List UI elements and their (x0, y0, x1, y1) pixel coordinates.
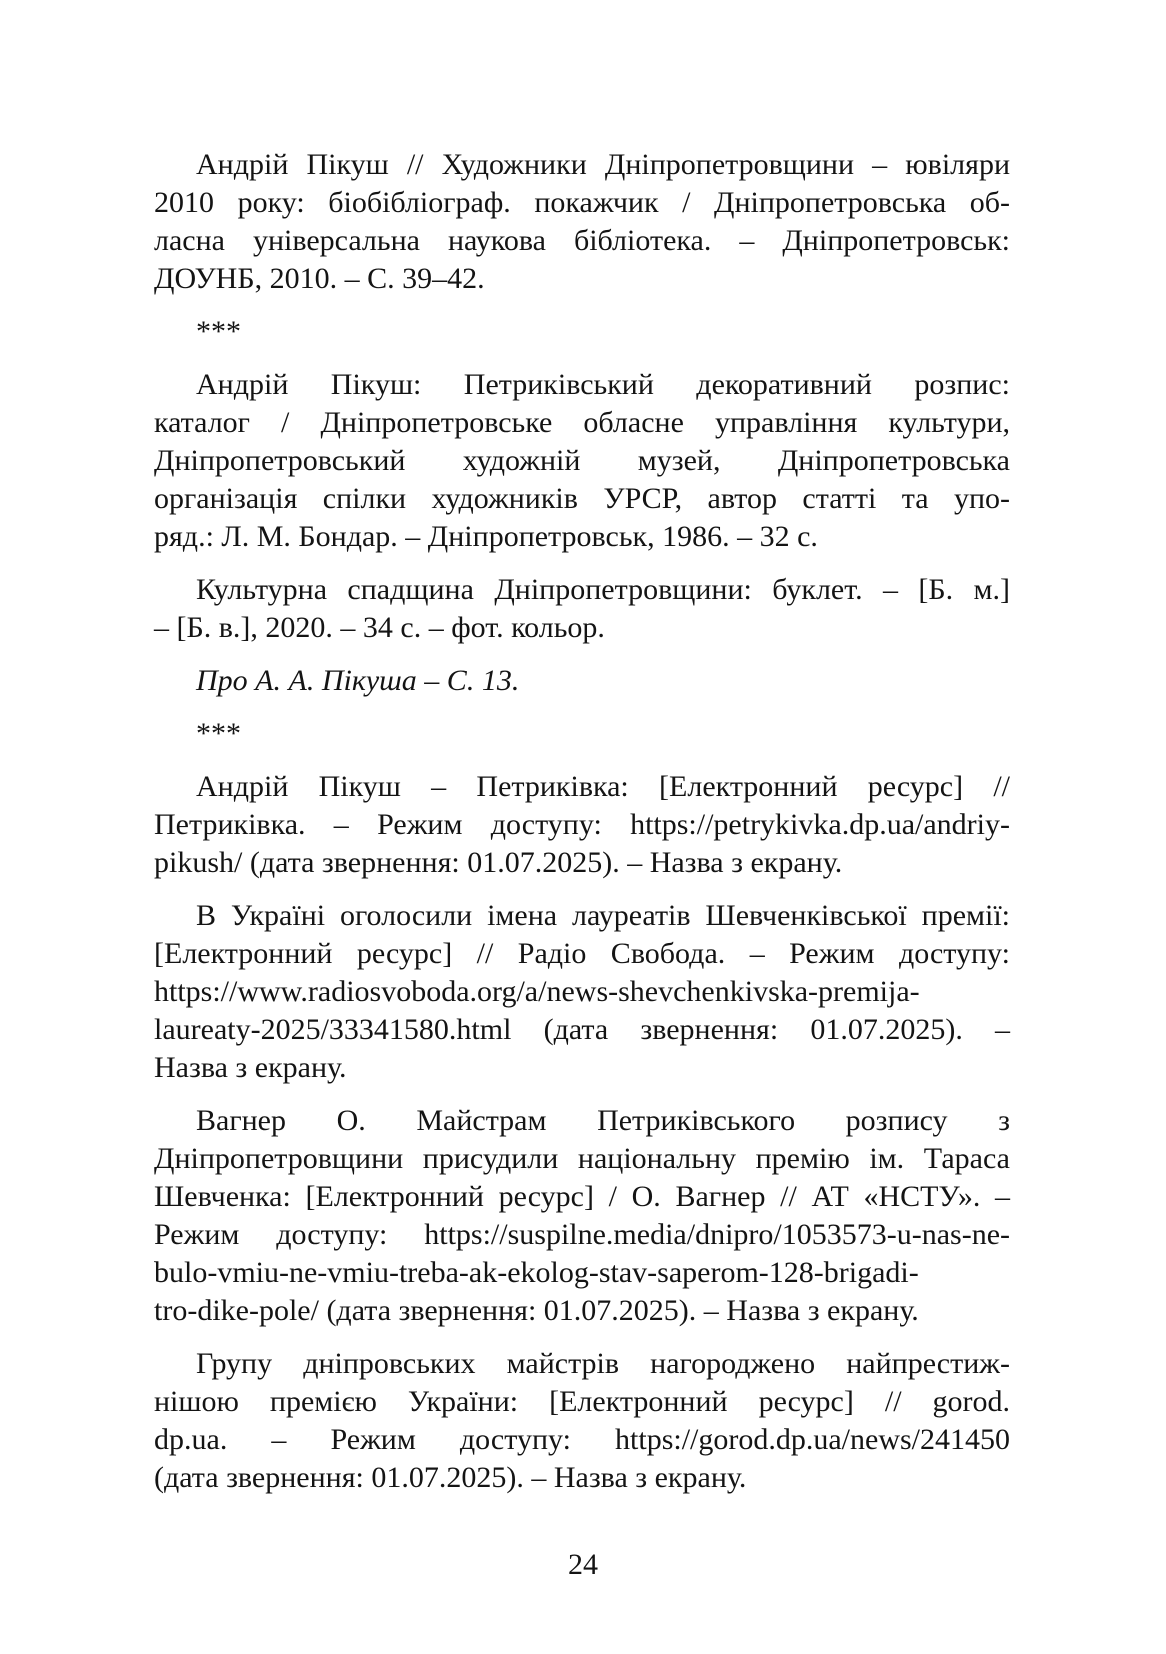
text-line: pikush/ (дата звернення: 01.07.2025). – Назва з екрану. (154, 846, 843, 879)
text-line: ДОУНБ, 2010. – С. 39–42. (154, 262, 485, 295)
text-line: Про А. А. Пікуша – С. 13. (196, 664, 520, 697)
bibliography-entry (154, 146, 1010, 298)
text-line: ряд.: Л. М. Бондар. – Дніпропетровськ, 1986. – 32 с. (154, 520, 818, 553)
text-line: Дніпропетровщини присудили національну премію ім. Тараса (154, 1142, 1010, 1175)
page-number: 24 (568, 1548, 598, 1581)
text-line: В Україні оголосили імена лауреатів Шевченківської премії: (196, 899, 1010, 932)
text-line: laureaty-2025/33341580.html (дата звернення: 01.07.2025). – (154, 1013, 1010, 1046)
text-line: tro-dike-pole/ (дата звернення: 01.07.2025). – Назва з екрану. (154, 1294, 919, 1327)
text-line: Андрій Пікуш // Художники Дніпропетровщини – ювіляри (196, 148, 1010, 181)
about-note (154, 662, 1010, 700)
bibliography-entry (154, 571, 1010, 647)
text-line: Андрій Пікуш: Петриківський декоративний розпис: (196, 368, 1010, 401)
text-line: Петриківка. – Режим доступу: https://petrykivka.dp.ua/andriy- (154, 808, 1010, 841)
text-line: bulo-vmiu-ne-vmiu-treba-ak-ekolog-stav-saperom-128-brigadi- (154, 1256, 919, 1289)
text-line: Культурна спадщина Дніпропетровщини: буклет. – [Б. м.] (196, 573, 1010, 606)
text-line: Андрій Пікуш – Петриківка: [Електронний ресурс] // (196, 770, 1010, 803)
text-line: Назва з екрану. (154, 1051, 347, 1084)
text-line: Шевченка: [Електронний ресурс] / О. Вагнер // АТ «НСТУ». – (154, 1180, 1010, 1213)
text-line: Вагнер О. Майстрам Петриківського розпису з (196, 1104, 1010, 1137)
bibliography-entry (154, 1345, 1010, 1497)
bibliography-entry (154, 897, 1010, 1087)
separator-asterisks: *** (196, 717, 241, 750)
text-line: нішою премією України: [Електронний ресурс] // gorod. (154, 1385, 1010, 1418)
text-line: організація спілки художників УРСР, автор статті та упо- (154, 482, 1010, 515)
bibliography-content (154, 146, 1010, 1497)
section-separator (154, 715, 1010, 753)
bibliography-entry (154, 768, 1010, 882)
text-line: Режим доступу: https://suspilne.media/dnipro/1053573-u-nas-ne- (154, 1218, 1010, 1251)
text-line: 2010 року: біобібліограф. покажчик / Дніпропетровська об- (154, 186, 1010, 219)
text-line: https://www.radiosvoboda.org/a/news-shevchenkivska-premija- (154, 975, 920, 1008)
bibliography-entry (154, 1102, 1010, 1330)
text-line: Дніпропетровський художній музей, Дніпропетровська (154, 444, 1010, 477)
text-line: ласна універсальна наукова бібліотека. – Дніпропетровськ: (154, 224, 1010, 257)
section-separator (154, 313, 1010, 351)
text-line: [Електронний ресурс] // Радіо Свобода. – Режим доступу: (154, 937, 1010, 970)
text-line: dp.ua. – Режим доступу: https://gorod.dp.ua/news/241450 (154, 1423, 1010, 1456)
bibliography-entry (154, 366, 1010, 556)
separator-asterisks: *** (196, 315, 241, 348)
text-line: каталог / Дніпропетровське обласне управління культури, (154, 406, 1010, 439)
text-line: (дата звернення: 01.07.2025). – Назва з екрану. (154, 1461, 747, 1494)
text-line: – [Б. в.], 2020. – 34 с. – фот. кольор. (154, 611, 605, 644)
text-line: Групу дніпровських майстрів нагороджено найпрестиж- (196, 1347, 1010, 1380)
